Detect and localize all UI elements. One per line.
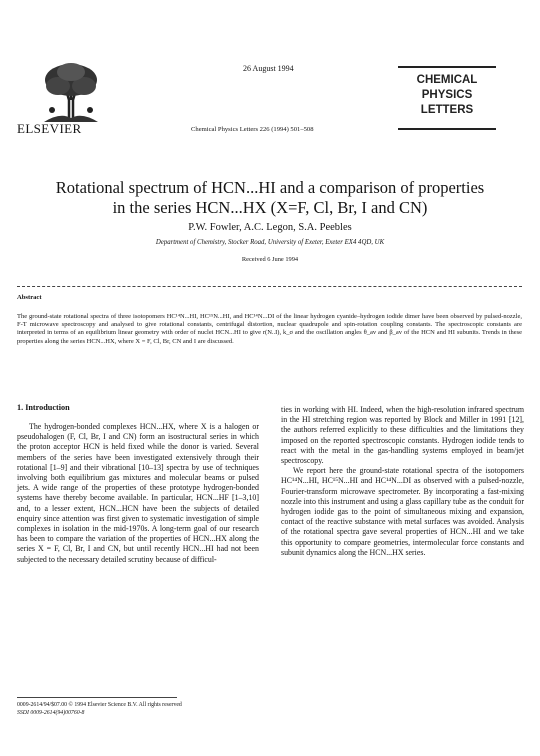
article-title-line: Rotational spectrum of HCN...HI and a comparison of properties xyxy=(55,178,485,197)
journal-name-line: LETTERS xyxy=(420,104,474,116)
article-title-line: in the series HCN...HX (X=F, Cl, Br, I and CN) xyxy=(112,198,428,217)
article-authors: P.W. Fowler, A.C. Legon, S.A. Peebles xyxy=(188,222,352,233)
journal-top-rule xyxy=(398,66,496,68)
article-title xyxy=(10,178,530,218)
body-paragraph: The hydrogen-bonded complexes HCN...HX, where X is a halogen or pseudohalogen (F, Cl, Br, I and CN) form an isostructural series in which the proton acceptor HCN is held fixed while the donor is varied. Several members of the series have been investigated extensively through their rotational [1–9] and their vibrational [10–13] spectra by use of techniques involving both equilibrium gas mixtures and molecular beams or pulsed jets. A wide range of the properties of these prototype hydrogen-bonded systems have thereby become available. In particular, HCN...HF [1–3,10] and, to a lesser extent, HCN...HCN have been the subjects of detailed enquiry since attention was first given to systematic investigation of simple complexes in isolation in the mid-1970s. A long-term goal of our research has been to compare the variation of the properties of HCN...HX along the series X = F, Cl, Br, I and CN, but until recently HCN...HI had not been subjected to the necessary detailed scrutiny because of difficul- xyxy=(17,422,259,564)
journal-name-block xyxy=(398,66,496,130)
ssdi-line: SSDI 0009-2614(94)00760-8 xyxy=(17,710,85,716)
left-column xyxy=(17,422,259,565)
abstract-text: The ground-state rotational spectra of three isotopomers HC¹⁴N...HI, HC¹⁵N...HI, and HC¹⁴N...DI of the linear hydrogen cyanide–hydrogen iodide dimer have been observed by pulsed-nozzle, F-T microwave spectroscopy and analysed to give rotational constants, centrifugal distortion, nuclear quadrupole and spin-rotation coupling constants. The spectroscopic constants are interpreted in terms of an equilibrium linear geometry with order of nuclei HCN...HI to give r(N..I), k_σ and the oscillation angles θ_av and β_av of the HCN and HI subunits. Trends in these properties along the series HCN...HX, where X = F, Cl, Br, CN and I are discussed. xyxy=(17,313,522,345)
footer-rule xyxy=(17,697,177,698)
right-column xyxy=(281,405,524,558)
journal-citation: Chemical Physics Letters 226 (1994) 501–508 xyxy=(191,126,314,133)
elsevier-tree-logo-icon xyxy=(40,60,102,124)
journal-bottom-rule xyxy=(398,128,496,130)
copyright-line: 0009-2614/94/$07.00 © 1994 Elsevier Science B.V. All rights reserved xyxy=(17,702,182,708)
copyright-footer xyxy=(17,701,182,717)
journal-name-line: CHEMICAL xyxy=(416,74,478,86)
abstract-heading: Abstract xyxy=(17,294,42,301)
abstract-divider xyxy=(17,286,522,287)
journal-name-line: PHYSICS xyxy=(421,89,473,101)
received-date: Received 6 June 1994 xyxy=(241,256,299,263)
body-paragraph: ties in working with HI. Indeed, when the high-resolution infrared spectrum in the HI stretching region was reported by Block and Miller in 1991 [12], the authors referred explicitly to these difficulties and the limitations they imposed on the reported spectroscopic constants. Hydrogen iodide tends to react with the metal in the gas-handling systems employed in beam/jet spectroscopy. xyxy=(281,405,524,466)
section-heading: 1. Introduction xyxy=(17,403,70,412)
author-affiliation: Department of Chemistry, Stocker Road, University of Exeter, Exeter EX4 4QD, UK xyxy=(155,239,385,246)
issue-date: 26 August 1994 xyxy=(243,64,294,73)
body-paragraph: We report here the ground-state rotational spectra of the isotopomers HC¹⁴N...HI, HC¹⁵N...HI and HC¹⁴N...DI as observed with a pulsed-nozzle, Fourier-transform microwave spectrometer. By incorporating a fast-mixing nozzle into this instrument and using a glass capillary tube as the conduit for hydrogen iodide gas to the point of simultaneous mixing and expansion, contact of the reactive substance with metal surfaces was avoided. Analysis of the rotational spectra gave several properties of HCN...HI and we take this opportunity to compare geometries, intermolecular force constants and subunit dynamics along the HCN...HX series. xyxy=(281,466,524,557)
publisher-name: ELSEVIER xyxy=(17,121,82,136)
